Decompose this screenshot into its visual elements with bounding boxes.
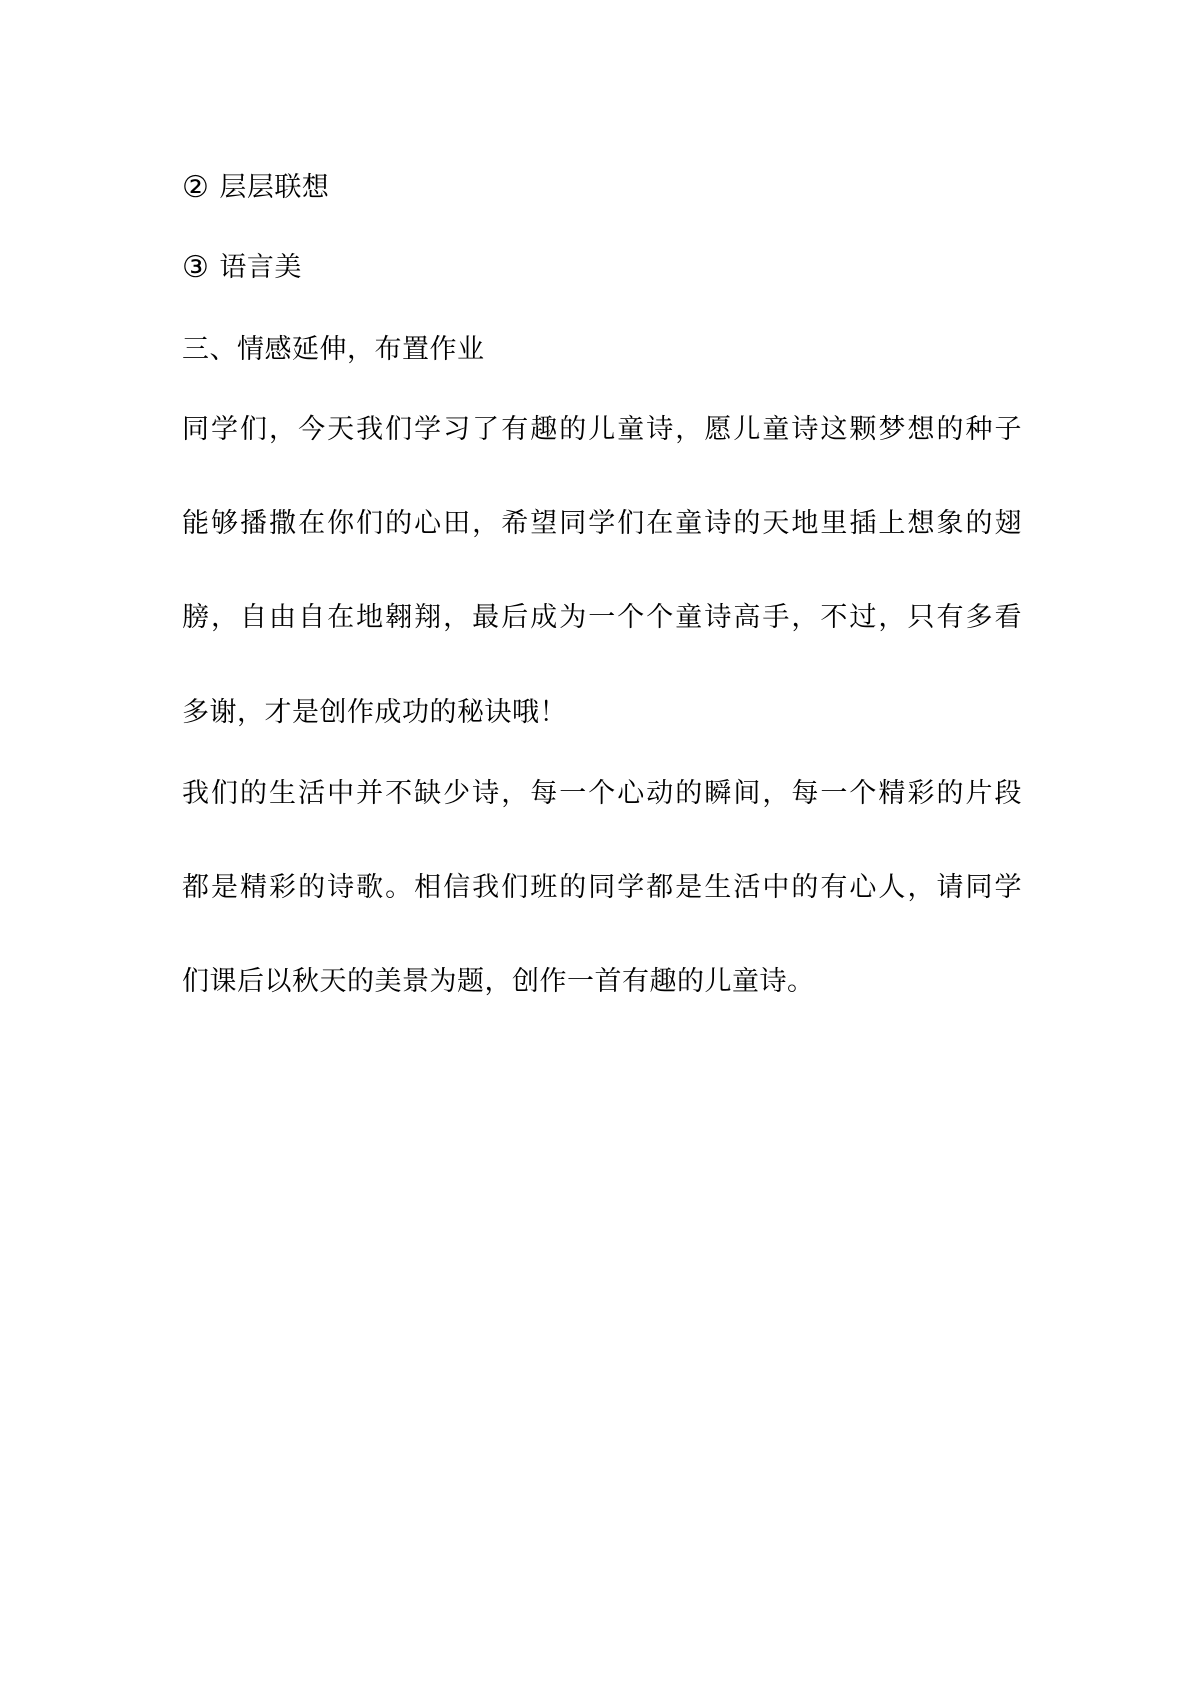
paragraph-line: 们课后以秋天的美景为题，创作一首有趣的儿童诗。	[182, 966, 815, 997]
list-item	[182, 250, 1022, 286]
paragraph-line: 我们的生活中并不缺少诗，每一个心动的瞬间，每一个精彩的片段	[182, 778, 1022, 809]
paragraph-line: 都是精彩的诗歌。相信我们班的同学都是生活中的有心人，请同学	[182, 872, 1022, 903]
list-marker: ②	[182, 170, 210, 205]
section-heading: 三、情感延伸，布置作业	[182, 334, 485, 365]
list-item-text: 层层联想	[219, 172, 330, 203]
paragraph-line: 能够播撒在你们的心田，希望同学们在童诗的天地里插上想象的翅	[182, 508, 1022, 539]
list-item-text: 语言美	[219, 252, 302, 283]
paragraph-line: 同学们，今天我们学习了有趣的儿童诗，愿儿童诗这颗梦想的种子	[182, 414, 1022, 445]
list-marker: ③	[182, 250, 210, 285]
list-item	[182, 170, 1022, 206]
paragraph-line: 多谢，才是创作成功的秘诀哦！	[182, 697, 567, 728]
paragraph-line: 膀，自由自在地翱翔，最后成为一个个童诗高手，不过，只有多看	[182, 602, 1022, 633]
